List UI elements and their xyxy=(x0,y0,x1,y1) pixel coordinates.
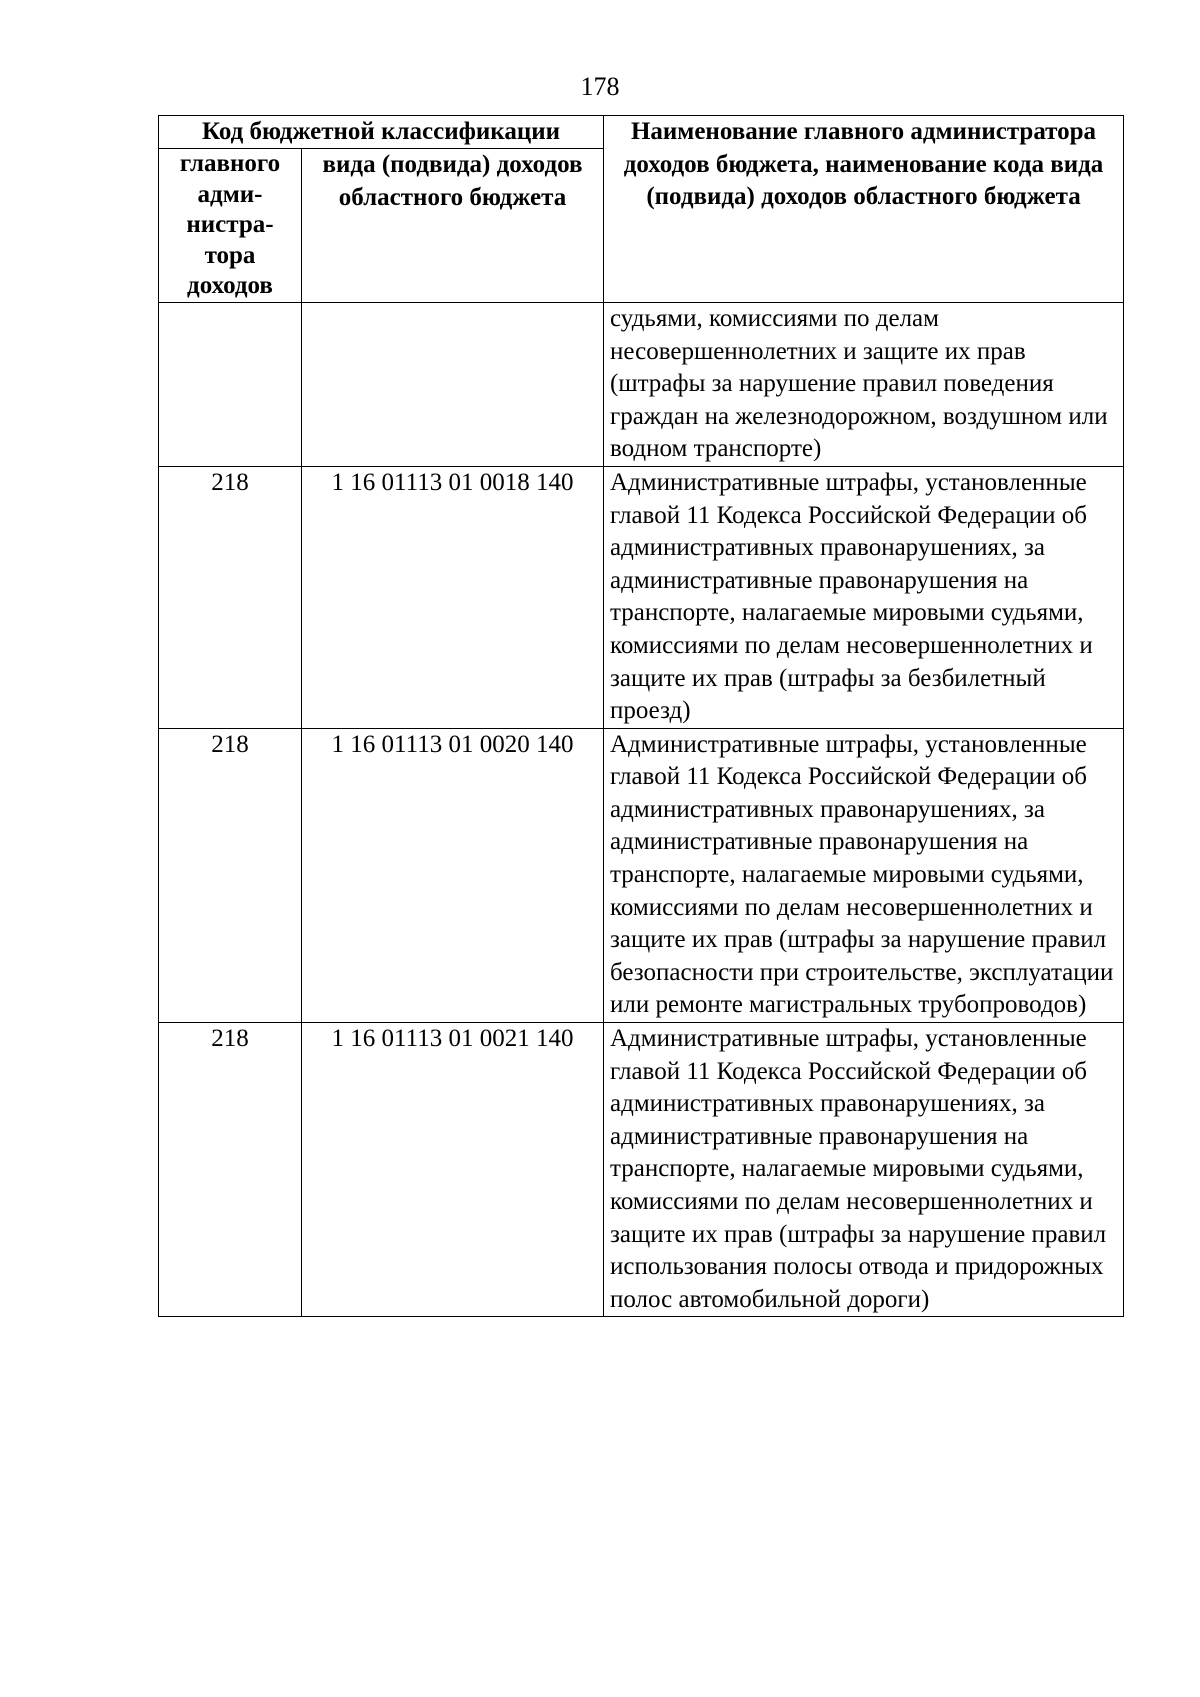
income-name-cell: Административные штрафы, установленные главой 11 Кодекса Российской Федерации об административных правонарушениях, за административные правонарушения на транспорте, налагаемые мировыми судьями, комиссиями по делам несовершеннолетних и защите их прав (штрафы за нарушение правил безопасности при строительстве, эксплуатации или ремонте магистральных трубопроводов) xyxy=(604,728,1124,1022)
admin-code-cell: 218 xyxy=(159,1023,302,1317)
admin-code-cell: 218 xyxy=(159,728,302,1022)
header-budget-code-group: Код бюджетной классификации xyxy=(159,116,604,149)
admin-code-cell: 218 xyxy=(159,466,302,728)
table-row xyxy=(159,728,1124,1022)
table-row xyxy=(159,1023,1124,1317)
income-name-cell: Административные штрафы, установленные главой 11 Кодекса Российской Федерации об административных правонарушениях, за административные правонарушения на транспорте, налагаемые мировыми судьями, комиссиями по делам несовершеннолетних и защите их прав (штрафы за безбилетный проезд) xyxy=(604,466,1124,728)
income-code-cell xyxy=(302,302,604,466)
page-number: 178 xyxy=(580,72,620,101)
header-vid-column: вида (подвида) доходов областного бюджета xyxy=(302,149,604,303)
income-name-cell: судьями, комиссиями по делам несовершеннолетних и защите их прав (штрафы за нарушение правил поведения граждан на железнодорожном, воздушном или водном транспорте) xyxy=(604,302,1124,466)
table-header xyxy=(159,116,1124,303)
table-row xyxy=(159,466,1124,728)
budget-classification-table xyxy=(158,115,1124,1317)
income-code-cell: 1 16 01113 01 0020 140 xyxy=(302,728,604,1022)
header-name-column: Наименование главного администратора доходов бюджета, наименование кода вида (подвида) доходов областного бюджета xyxy=(604,116,1124,303)
income-code-cell: 1 16 01113 01 0018 140 xyxy=(302,466,604,728)
header-admin-column: главного адми-нистра-тора доходов xyxy=(159,149,302,303)
header-row-group xyxy=(159,116,1124,149)
admin-code-cell xyxy=(159,302,302,466)
table-body xyxy=(159,302,1124,1316)
income-code-cell: 1 16 01113 01 0021 140 xyxy=(302,1023,604,1317)
table-row xyxy=(159,302,1124,466)
income-name-cell: Административные штрафы, установленные главой 11 Кодекса Российской Федерации об административных правонарушениях, за административные правонарушения на транспорте, налагаемые мировыми судьями, комиссиями по делам несовершеннолетних и защите их прав (штрафы за нарушение правил использования полосы отвода и придорожных полос автомобильной дороги) xyxy=(604,1023,1124,1317)
